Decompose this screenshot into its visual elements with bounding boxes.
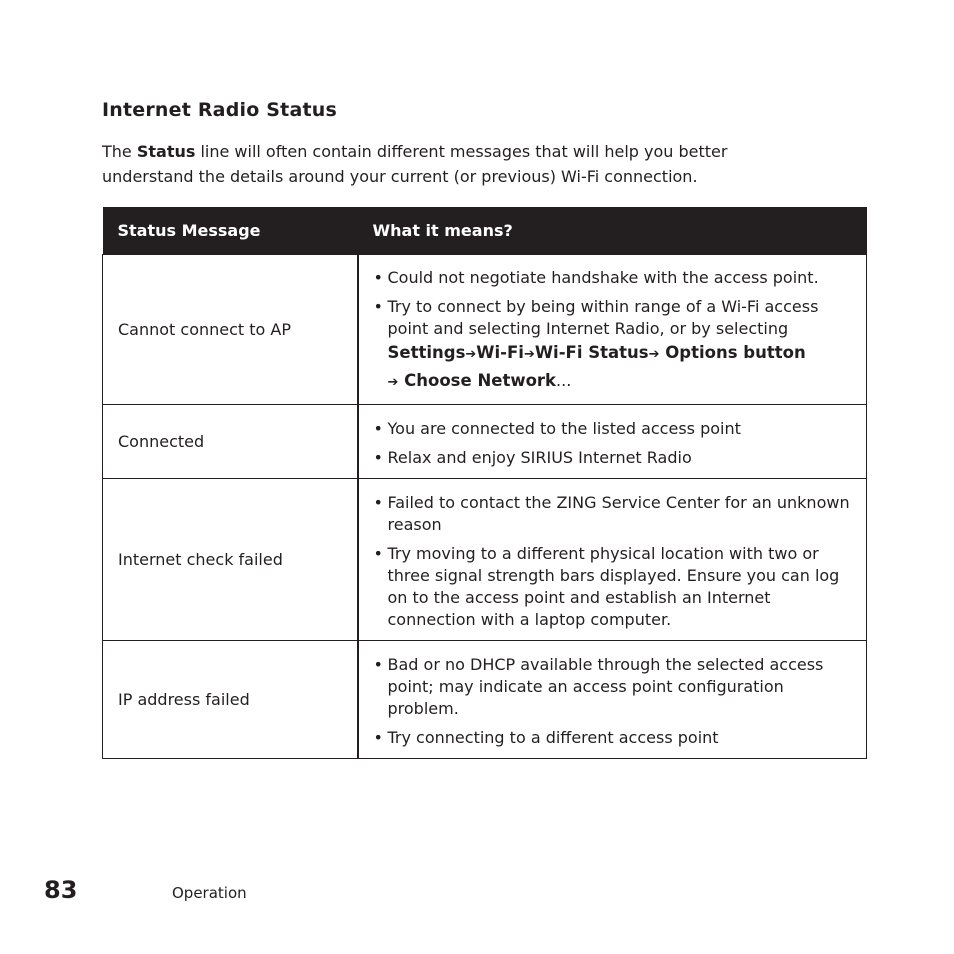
bullet-list [374, 418, 859, 469]
list-item: • Could not negotiate handshake with the access point. [374, 267, 859, 289]
header-status-message: Status Message [103, 207, 358, 255]
meaning-cell [358, 405, 867, 479]
meaning-cell [358, 255, 867, 405]
list-item-text: Try to connect by being within range of a Wi-Fi access point and selecting Internet Radio, or by selecting [387, 297, 819, 338]
section-heading: Internet Radio Status [102, 99, 337, 121]
status-table [102, 207, 867, 759]
list-item: • Relax and enjoy SIRIUS Internet Radio [374, 447, 859, 469]
list-item: • Bad or no DHCP available through the selected access point; may indicate an access point configuration problem. [374, 654, 859, 720]
status-message-cell: Internet check failed [103, 479, 358, 641]
intro-text-bold: Status [136, 142, 196, 161]
path-step: Settings [387, 343, 466, 362]
bullet-list [374, 267, 859, 396]
table-row [103, 255, 867, 405]
arrow-right-icon: ➔ [523, 347, 535, 362]
page-number: 83 [44, 876, 78, 904]
bullet-list [374, 492, 859, 631]
path-step: Choose Network [404, 371, 557, 390]
status-message-cell: IP address failed [103, 641, 358, 759]
menu-path [388, 343, 806, 390]
table-row [103, 641, 867, 759]
intro-text-after: line will often contain different messages that will help you better understand the details around your current (or previous) Wi-Fi connection. [102, 142, 728, 186]
path-step: Options button [665, 343, 806, 362]
intro-paragraph [102, 140, 802, 189]
header-what-it-means: What it means? [358, 207, 867, 255]
intro-text-before: The [102, 142, 137, 161]
status-message-cell: Cannot connect to AP [103, 255, 358, 405]
meaning-cell [358, 641, 867, 759]
path-step: Wi-Fi [476, 343, 524, 362]
arrow-right-icon: ➔ [387, 375, 399, 390]
path-step: Wi-Fi Status [534, 343, 649, 362]
list-item [374, 296, 859, 396]
status-message-cell: Connected [103, 405, 358, 479]
bullet-list [374, 654, 859, 749]
section-name: Operation [172, 884, 247, 902]
table-header-row [103, 207, 867, 255]
arrow-right-icon: ➔ [465, 347, 477, 362]
list-item: • Try moving to a different physical location with two or three signal strength bars displayed. Ensure you can log on to the access point and establish an Internet connection with a laptop computer. [374, 543, 859, 631]
table-row [103, 405, 867, 479]
meaning-cell [358, 479, 867, 641]
path-suffix: ... [556, 371, 572, 390]
list-item: • Try connecting to a different access point [374, 727, 859, 749]
arrow-right-icon: ➔ [648, 347, 660, 362]
list-item: • Failed to contact the ZING Service Center for an unknown reason [374, 492, 859, 536]
table-row [103, 479, 867, 641]
list-item: • You are connected to the listed access point [374, 418, 859, 440]
